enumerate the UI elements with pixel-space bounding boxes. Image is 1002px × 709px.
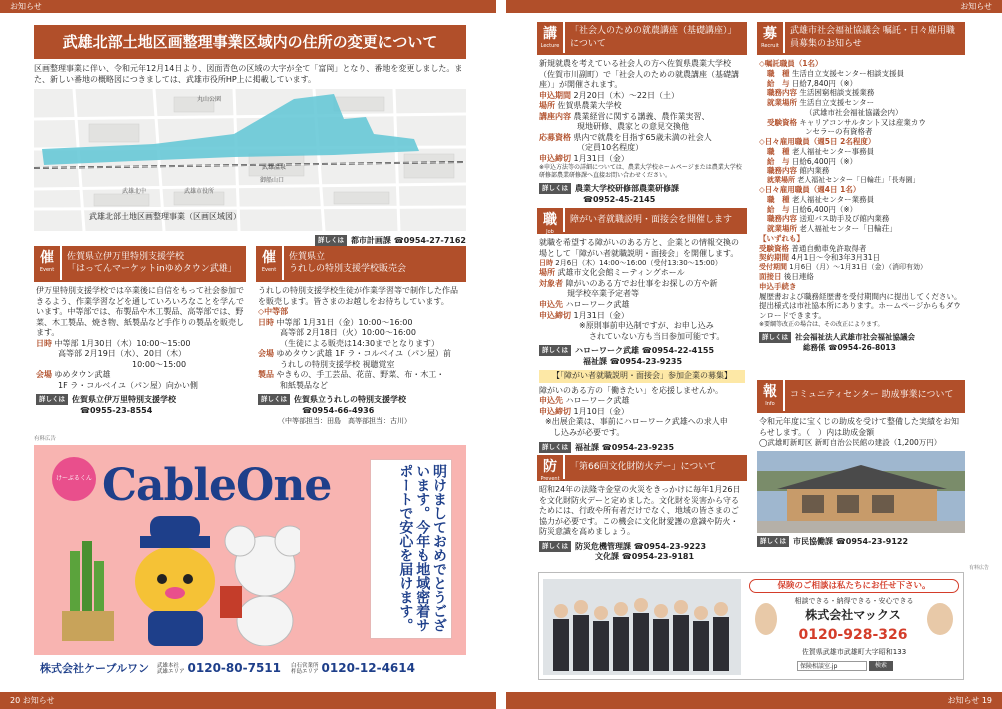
article-title: 佐賀県立伊万里特別支援学校 「はってんマーケットinゆめタウン武雄」 [62, 246, 246, 280]
article-body: 区画整理事業に伴い、令和元年12月14日より、図面青色の区域の大字が全て「富岡」となり、番地を変更しました。また、新しい番地の概略図につきましては、武雄市役所HP上に掲載しています。 [34, 64, 463, 84]
map-label: 丸山公園 [197, 96, 222, 104]
article-body: 伊万里特別支援学校では卒業後に自信をもって社会参加できるよう、作業学習などを通していろいろなことを学んでいます。中等部では、布製品や木工製品、高等部では、野菜、木工製品、焼き物、紙製品など手作りの製品を販売します。 日時 中等部 1月30日（木）10:00～15:00 高等部 2月19日（水）、20日（木） 10:00～15:00 会場 ゆめタウン武雄 1F ラ・コルベイユ（パン屋）向かい側 詳しくは 佐賀県立伊万里特別支援学校 ☎0955-23-8554 [36, 286, 244, 416]
map-caption: 武雄北部土地区画整理事業（区画区域図） [89, 211, 241, 221]
article-community-grant [757, 380, 965, 548]
contact-line: 詳しくは 佐賀県立うれしの特別支援学校 [258, 394, 464, 406]
contact-phone: ☎0952-45-2145 [583, 194, 656, 204]
contact-line: 詳しくは 防災危機管理課 ☎0954-23-9223 [539, 541, 745, 553]
staff-group-photo [543, 579, 741, 675]
mouse-mascot-icon [220, 526, 300, 646]
category-badge: 講 Lecture [537, 22, 563, 53]
ad-footer: 株式会社ケーブルワン 武雄本社 武雄エリア 0120-80-7511 白石営業所 杵島エリア 0120-12-4614 [34, 655, 466, 683]
article-header [256, 246, 466, 282]
article-title: 武雄北部土地区画整理事業区域内の住所の変更について [34, 25, 466, 59]
page-label: お知らせ [0, 0, 496, 13]
contact-line: 詳しくは 佐賀県立伊万里特別支援学校 [36, 394, 244, 406]
page-label: お知らせ [506, 0, 1002, 13]
paid-ad-label: 有料広告 [969, 565, 990, 571]
page-footer: 20 お知らせ [0, 692, 496, 709]
map-label: 武雄市役所 [184, 188, 215, 196]
community-center-photo [757, 451, 965, 533]
contact-line: 詳しくは 市民協働課 ☎0954-23-9122 [757, 536, 965, 548]
ad-headline: 保険のご相談は私たちにお任せ下さい。 [749, 579, 959, 593]
ad-max-insurance [538, 572, 964, 680]
article-header [757, 380, 965, 413]
district-map [34, 89, 466, 231]
article-address-change [34, 25, 466, 247]
article-title: 「第66回文化財防火デー」について [565, 455, 747, 479]
woman-illustration-icon [755, 603, 777, 635]
contact-text: 都市計画課 ☎0954-27-7162 [350, 236, 466, 246]
ad-company: 株式会社マックス [805, 608, 901, 622]
page-footer: お知らせ 19 [506, 692, 1002, 709]
article-header [537, 455, 747, 481]
article-event-ureshino [256, 246, 466, 426]
ad-brand-logo: CableOne [102, 460, 332, 511]
map-label: 武雄温泉 [262, 164, 287, 172]
category-badge: 催 Event [256, 246, 282, 280]
contact-tag: 詳しくは [315, 235, 347, 246]
article-title: コミュニティセンター 助成事業について [785, 380, 965, 411]
map-label: 御船山口 [260, 177, 285, 185]
kadomatsu-icon [62, 541, 114, 641]
article-body: 新規就農を考えている社会人の方へ佐賀県農業大学校（佐賀市川副町）で「社会人のための就農講座（基礎講座）」が開催されます。 申込期間 2月20日（木）～22日（土） 場所 佐賀県農業大学校 講座内容 農業経営に関する講義、農作業実習、 現地研修、農家との意見交換他 応募資格 県内で就農を目指す65歳未満の社会人 （定員10名程度） 申込締切 1月31日（金） ※申込方法等の詳細については、農業大学校ホームページまたは農業大学校研修部農業研修課へ直接お問い合わせください。 詳しくは 農業大学校研修部農業研修課 ☎0952-45-2145 [537, 55, 747, 205]
category-badge: 催 Event [34, 246, 60, 280]
article-title: 障がい者就職説明・面接会を開催します [565, 208, 747, 232]
article-event-hatten-market [34, 246, 246, 417]
contact-line: 詳しくは 福祉課 ☎0954-23-9235 [539, 442, 745, 454]
article-title: 「社会人のための就農講座（基礎講座）」について [565, 22, 747, 53]
ad-tagline: 相談できる・納得できる・安心できる [794, 597, 914, 605]
article-body: 令和元年度に宝くじの助成を受けて整備した実績をお知らせします。（ ）内は助成金額 ◯武雄町新町区 新町自治公民館の建設（1,200万円） [759, 417, 959, 448]
page-right [501, 0, 1002, 709]
mascot-badge: けーぶるくん [52, 457, 96, 501]
article-body: うれしの特別支援学校生徒が作業学習等で制作した作品を販売します。皆さまのお越しをお待ちしています。 ◇中等部 日時 中等部 1月31日（金）10:00～16:00 高等部 2月18日（火）10:00～16:00 （生徒による販売は14:30までとなります） 会場 ゆめタウン武雄 1F ラ・コルベイユ（パン屋）前 うれしの特別支援学校 視聴覚室 製品 やきもの、手工芸品、花苗、野菜、布・木工・ 和紙製品など 詳しくは 佐賀県立うれしの特別支援学校 ☎0954-66-4936 （中等部担当：田島 高等部担当：古川） [256, 282, 466, 426]
map-drawing [34, 89, 466, 231]
contact-phone: 総務係 ☎0954-26-8013 [803, 342, 896, 352]
article-body: 就職を希望する障がいのある方と、企業との情報交換の場として「障がい者就職説明・面接会」を開催します。 日時 2月6日（木）14:00～16:00（受付13:30～15:00） 場所 武雄市文化会館ミーティングホール 対象者 障がいのある方でお仕事をお探しの方や新 規学校卒業予定者等 申込先 ハローワーク武雄 申込締切 1月31日（金） ※原則事前申込制ですが、お申し込み されていない方も当日参加可能です。 詳しくは ハローワーク武雄 ☎0954-22-4155 福祉課 ☎0954-23-9235 【「障がい者就職説明・面接会」参加企業の募集】 障がいのある方の「働きたい」を応援しませんか。 申込先 ハローワーク武雄 申込締切 1月10日（金） ※出展企業は、事前にハローワーク武雄への求人申 し込みが必要です。 詳しくは 福祉課 ☎0954-23-9235 [537, 234, 747, 453]
article-title: 武雄市社会福祉協議会 嘱託・日々雇用職員募集のお知らせ [785, 22, 965, 53]
article-header [537, 208, 747, 234]
category-badge: 職 Job [537, 208, 563, 232]
category-badge: 防 Prevent [537, 455, 563, 479]
ad-search-box: 保険相談室.jp [797, 661, 867, 671]
article-header [537, 22, 747, 55]
contact-line [34, 235, 466, 247]
article-job-fair [537, 208, 747, 453]
contact-phone: ☎0954-66-4936 [302, 406, 375, 416]
map-label: 武雄北中 [122, 188, 147, 196]
ad-address: 佐賀県武雄市武雄町大字昭和133 [801, 648, 907, 656]
body-text: うれしの特別支援学校生徒が作業学習等で制作した作品を販売します。皆さまのお越しをお待ちしています。 [258, 286, 458, 306]
ad-phone: 0120-928-326 [798, 627, 908, 643]
article-title: 佐賀県立 うれしの特別支援学校販売会 [284, 246, 466, 280]
contact-phone: 福祉課 ☎0954-23-9235 [583, 356, 683, 366]
category-badge: 報 Info [757, 380, 783, 411]
ad-cableone [34, 445, 466, 683]
article-header [757, 22, 965, 55]
article-recruit [757, 22, 965, 352]
paid-ad-label: 有料広告 [34, 436, 57, 442]
article-fire-prevention [537, 455, 747, 563]
sub-heading: 【「障がい者就職説明・面接会」参加企業の募集】 [539, 370, 745, 383]
contact-phone: 文化課 ☎0954-23-9181 [595, 552, 695, 562]
category-badge: 募 Recruit [757, 22, 783, 53]
contact-line: 詳しくは ハローワーク武雄 ☎0954-22-4155 [539, 345, 745, 357]
article-lecture [537, 22, 747, 205]
man-illustration-icon [927, 603, 953, 635]
contact-line: 詳しくは 社会福祉法人武雄市社会福祉協議会 [759, 332, 963, 343]
ad-message: 明けましておめでとうございます。今年も地域密着サポートで安心を届けます。 [370, 459, 452, 639]
article-body: 昭和24年の法隆寺金堂の火災をきっかけに毎年1月26日を文化財防火デーと定めました。文化財を災害から守るためには、行政や所有者だけでなく、地域の皆さまのご協力が必要です。この機会に文化財愛護の意識や防火・防災意識を高めましょう。 詳しくは 防災危機管理課 ☎0954-23-9223 文化課 ☎0954-23-9181 [537, 481, 747, 563]
contact-phone: ☎0955-23-8554 [80, 406, 153, 416]
ad-illustration [50, 511, 300, 646]
dog-mascot-icon [135, 516, 215, 646]
article-header [34, 246, 246, 282]
body-text: 伊万里特別支援学校では卒業後に自信をもって社会参加できるよう、作業学習などを通していろいろなことを学んでいます。中等部では、布製品や木工製品、高等部では、野菜、木工製品、焼き物、紙製品など手作りの製品を販売します。 [36, 286, 244, 338]
ad-search-button: 検索 [869, 661, 893, 671]
contact-line: 詳しくは 農業大学校研修部農業研修課 [539, 183, 745, 195]
article-body: ◇嘱託職員（1名） 職 種 生活自立支援センター相談支援員 給 与 日給7,840円（※） 職務内容 生活困窮相談支援業務 就業場所 生活自立支援センター （武雄市社会福祉協議会内） 受験資格 キャリアコンサルタント又は産業カウ ンセラーの有資格者 ◇日々雇用職員（週5日 2名程度） 職 種 老人福祉センター事務員 給 与 日給6,400円（※） 職務内容 館内業務 就業場所 老人福祉センター「日輪荘」「長寿園」 ◇日々雇用職員（週4日 1名） 職 種 老人福祉センター業務員 給 与 日給6,400円（※） 職務内容 送迎バス助手及び館内業務 就業場所 老人福祉センター「日輪荘」 【いずれも】 受験資格 普通自動車免許取得者 契約期間 4月1日～令和3年3月31日 受付期間 1月6日（月）～1月31日（金）（消印有効） 面接日 後日連絡 申込手続き 履歴書および職務経歴書を受付期間内に提出してください。提出様式は市社協本所にあります。ホームページからもダウンロードできます。 ※要綱等改正の場合は、その改正によります。 詳しくは 社会福祉法人武雄市社会福祉協議会 総務係 ☎0954-26-8013 [759, 59, 962, 352]
